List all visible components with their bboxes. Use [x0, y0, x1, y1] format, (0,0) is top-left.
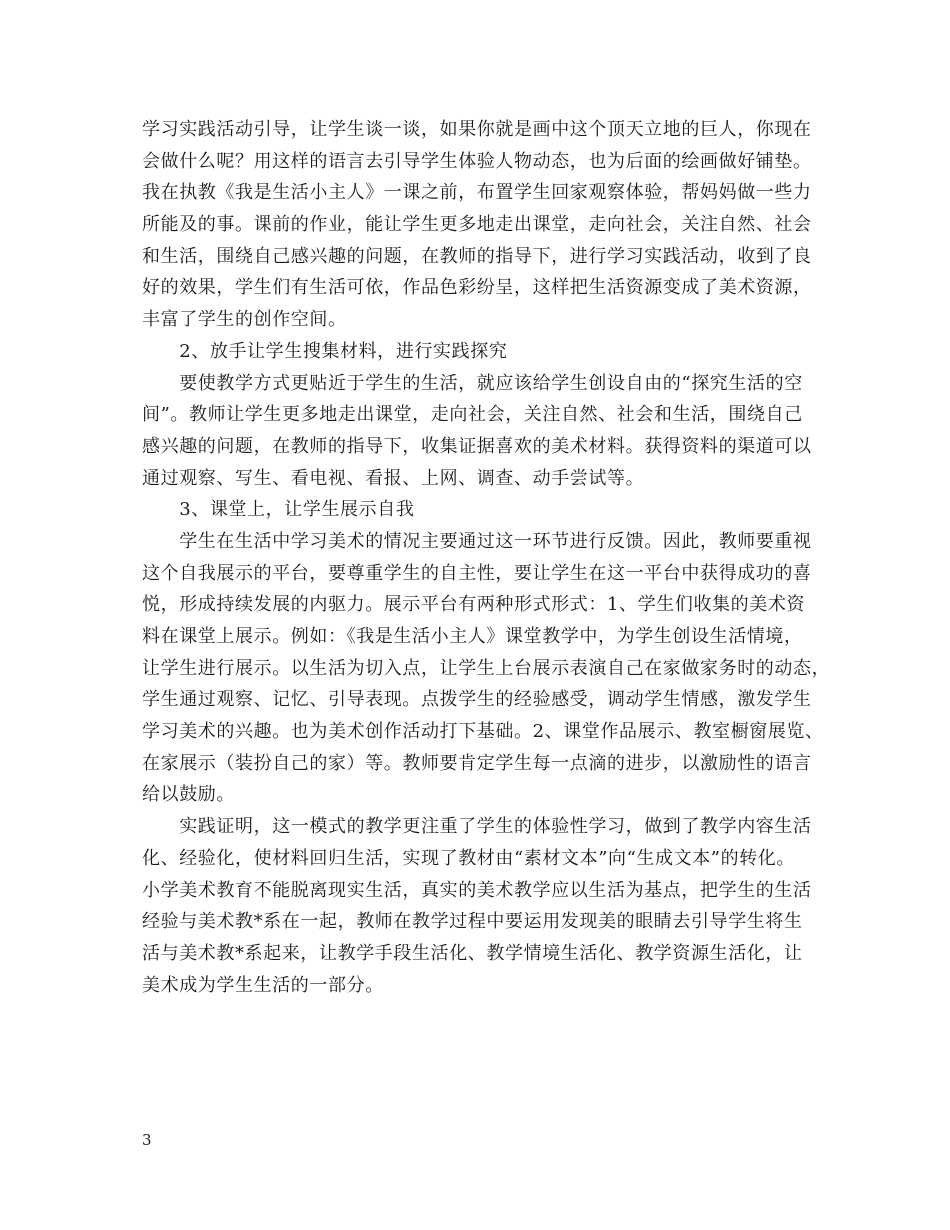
text-line: 美术成为学生生活的一部分。 [142, 974, 384, 996]
text-line: 感兴趣的问题，在教师的指导下，收集证据喜欢的美术材料。获得资料的渠道可以 [142, 435, 812, 457]
text-line: 给以鼓励。 [142, 784, 235, 806]
text-line: 学习实践活动引导，让学生谈一谈，如果你就是画中这个顶天立地的巨人，你现在 [142, 119, 812, 140]
text-line: 丰富了学生的创作空间。 [142, 309, 347, 331]
text-line: 要使教学方式更贴近于学生的生活，就应该给学生创设自由的“探究生活的空 [142, 372, 803, 394]
text-line: 实践证明，这一模式的教学更注重了学生的体验性学习，做到了教学内容生活 [142, 816, 812, 838]
text-line: 小学美术教育不能脱离现实生活，真实的美术教学应以生活为基点，把学生的生活 [142, 879, 812, 901]
text-line: 悦，形成持续发展的内驱力。展示平台有两种形式形式：1、学生们收集的美术资 [142, 594, 806, 616]
text-line: 料在课堂上展示。例如：《我是生活小主人》课堂教学中，为学生创设生活情境， [142, 626, 803, 647]
body-text [142, 114, 831, 1001]
section-heading: 3、课堂上，让学生展示自我 [142, 499, 415, 521]
text-line: 间”。教师让学生更多地走出课堂，走向社会，关注自然、社会和生活，围绕自己 [142, 404, 803, 426]
text-line: 所能及的事。课前的作业，能让学生更多地走出课堂，走向社会，关注自然、社会 [142, 214, 812, 236]
text-line: 好的效果，学生们有生活可依，作品色彩纷呈，这样把生活资源变成了美术资源， [142, 277, 812, 299]
text-line: 通过观察、写生、看电视、看报、上网、调查、动手尝试等。 [142, 467, 645, 489]
text-line: 让学生进行展示。以生活为切入点，让学生上台展示表演自己在家做家务时的动态， [142, 657, 831, 679]
text-line: 活与美术教*系起来，让教学手段生活化、教学情境生活化、教学资源生活化，让 [142, 942, 803, 964]
page-number: 3 [142, 1131, 152, 1149]
text-line: 学生通过观察、记忆、引导表现。点拨学生的经验感受，调动学生情感，激发学生 [142, 689, 812, 711]
text-line: 化、经验化，使材料回归生活，实现了教材由“素材文本”向“生成文本”的转化。 [142, 847, 796, 869]
text-line: 我在执教《我是生活小主人》一课之前，布置学生回家观察体验，帮妈妈做一些力 [142, 182, 812, 204]
text-line: 会做什么呢？用这样的语言去引导学生体验人物动态，也为后面的绘画做好铺垫。 [142, 150, 812, 172]
text-line: 学习美术的兴趣。也为美术创作活动打下基础。2、课堂作品展示、教室橱窗展览、 [142, 721, 824, 743]
text-line: 这个自我展示的平台，要尊重学生的自主性，要让学生在这一平台中获得成功的喜 [142, 562, 812, 584]
section-heading: 2、放手让学生搜集材料，进行实践探究 [142, 340, 508, 362]
text-line: 学生在生活中学习美术的情况主要通过这一环节进行反馈。因此，教师要重视 [142, 530, 812, 552]
text-line: 和生活，围绕自己感兴趣的问题，在教师的指导下，进行学习实践活动，收到了良 [142, 245, 812, 267]
text-line: 在家展示（装扮自己的家）等。教师要肯定学生每一点滴的进步，以激励性的语言 [142, 752, 812, 774]
text-line: 经验与美术教*系在一起，教师在教学过程中要运用发现美的眼睛去引导学生将生 [142, 911, 803, 933]
